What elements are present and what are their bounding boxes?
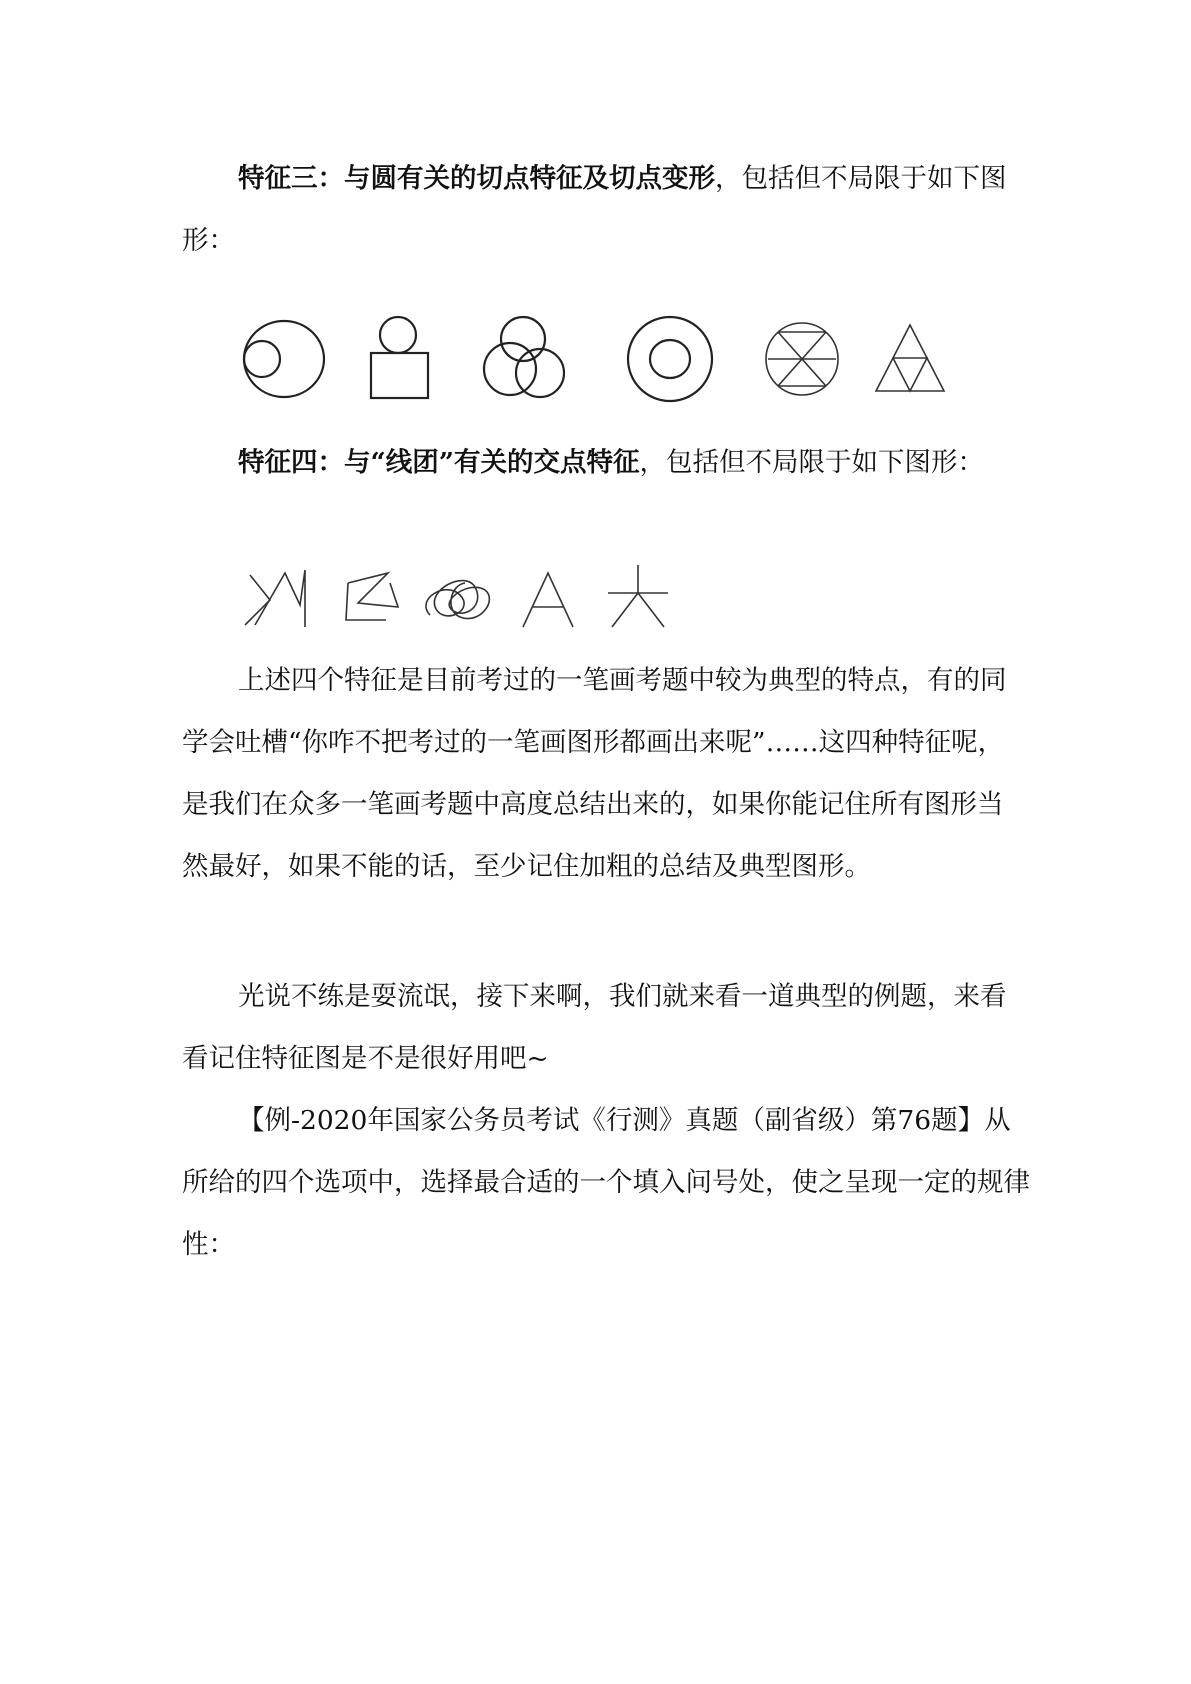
letter-a-shape-icon (523, 573, 573, 627)
feature4-text: ，包括但不局限于如下图形： (639, 447, 984, 478)
circle-with-inner-tangent-circle-icon (244, 321, 324, 397)
z-shape-icon (346, 573, 398, 620)
feature4-figure-row (240, 565, 680, 635)
example-paragraph (182, 1090, 1032, 1276)
circle-with-hourglass-icon (766, 323, 838, 395)
feature4-paragraph (182, 432, 1012, 494)
example-question: 从所给的四个选项中，选择最合适的一个填入问号处，使之呈现一定的规律性： (182, 1105, 1030, 1260)
feature3-bold-heading: 特征三：与圆有关的切点特征及切点变形 (238, 163, 715, 194)
feature3-figure-row (230, 315, 950, 405)
example-title: 【例-2020年国家公务员考试《行测》真题（副省级）第76题】 (238, 1105, 985, 1136)
concentric-circles-icon (628, 317, 712, 401)
zigzag-lines-icon (245, 570, 305, 627)
da-character-shape-icon (608, 565, 668, 627)
transition-paragraph: 光说不练是耍流氓，接下来啊，我们就来看一道典型的例题，来看看记住特征图是不是很好用吧~ (182, 981, 1007, 1074)
three-overlapping-circles-icon (484, 317, 564, 397)
feature4-figures-svg (240, 565, 680, 635)
circle-on-square-icon (371, 317, 428, 398)
subdivided-triangle-icon (876, 325, 944, 391)
feature4-bold-heading: 特征四：与“线团”有关的交点特征 (238, 447, 640, 478)
feature3-paragraph (182, 148, 1012, 272)
tangled-line-icon (426, 581, 489, 619)
feature3-text: ，包括但不局限于如下图形： (182, 163, 1007, 256)
summary-paragraph: 上述四个特征是目前考过的一笔画考题中较为典型的特点，有的同学会吐槽“你咋不把考过的一笔画图形都画出来呢”……这四种特征呢，是我们在众多一笔画考题中高度总结出来的，如果你能记住所有图形当然最好，如果不能的话，至少记住加粗的总结及典型图形。 (182, 665, 1007, 882)
feature3-figures-svg (230, 315, 950, 405)
